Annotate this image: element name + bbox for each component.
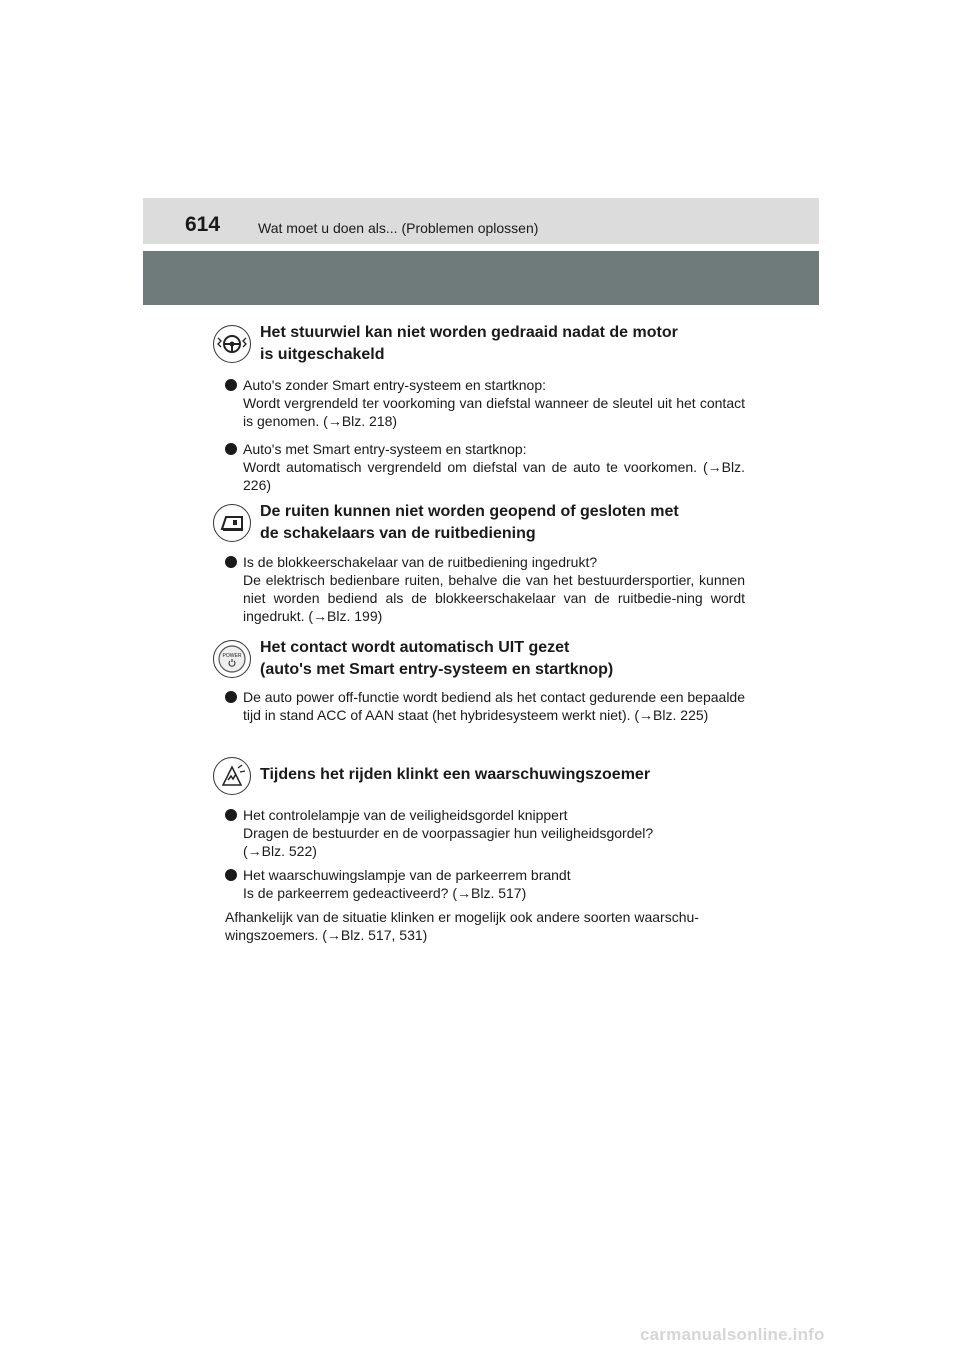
bullet-text: Auto's met Smart entry-systeem en startknop: Wordt automatisch vergrendeld om diefstal van de auto te voorkomen. (→Blz. 226) bbox=[243, 441, 745, 493]
header-title: Wat moet u doen als... (Problemen oplossen) bbox=[258, 220, 539, 236]
bullet-text: Is de blokkeerschakelaar van de ruitbediening ingedrukt? De elektrisch bedienbare ruiten, behalve die van het bestuurdersportier, kunnen niet worden bediend als de blokkeerschakelaar van de ruitbedie-ning wordt ingedrukt. (→Blz. 199) bbox=[243, 554, 745, 624]
section-heading: Het contact wordt automatisch UIT gezet (auto's met Smart entry-systeem en startknop) bbox=[260, 639, 614, 678]
watermark-text: carmanualsonline.info bbox=[640, 1325, 825, 1344]
bullet-text: Auto's zonder Smart entry-systeem en startknop: Wordt vergrendeld ter voorkoming van diefstal wanneer de sleutel uit het contact is genomen. (→Blz. 218) bbox=[243, 377, 745, 429]
window-lock-icon bbox=[213, 504, 251, 542]
warning-buzzer-icon bbox=[213, 757, 251, 795]
page-number: 614 bbox=[185, 213, 221, 236]
bullet-icon bbox=[225, 691, 237, 703]
section-heading: De ruiten kunnen niet worden geopend of gesloten met de schakelaars van de ruitbediening bbox=[260, 503, 679, 542]
bullet-icon bbox=[225, 443, 237, 455]
power-button-icon bbox=[213, 640, 251, 678]
steering-lock-icon bbox=[213, 325, 251, 363]
section-band bbox=[143, 251, 819, 305]
bullet-text: Het waarschuwingslampje van de parkeerrem brandt Is de parkeerrem gedeactiveerd? (→Blz. 517) bbox=[243, 867, 571, 901]
bullet-icon bbox=[225, 869, 237, 881]
power-label: POWER bbox=[222, 653, 242, 659]
bullet-text: Het controlelampje van de veiligheidsgordel knippert Dragen de bestuurder en de voorpassagier hun veiligheidsgordel? (→Blz. 522) bbox=[243, 807, 654, 859]
bullet-icon bbox=[225, 556, 237, 568]
bullet-icon bbox=[225, 809, 237, 821]
section-heading: Het stuurwiel kan niet worden gedraaid nadat de motor is uitgeschakeld bbox=[260, 324, 678, 363]
section-note: Afhankelijk van de situatie klinken er mogelijk ook andere soorten waarschu- wingszoemers. (→Blz. 517, 531) bbox=[225, 909, 699, 943]
bullet-text: De auto power off-functie wordt bediend als het contact gedurende een bepaalde tijd in stand ACC of AAN staat (het hybridesysteem werkt niet). (→Blz. 225) bbox=[243, 689, 745, 723]
bullet-icon bbox=[225, 379, 237, 391]
section-heading: Tijdens het rijden klinkt een waarschuwingszoemer bbox=[260, 766, 651, 783]
